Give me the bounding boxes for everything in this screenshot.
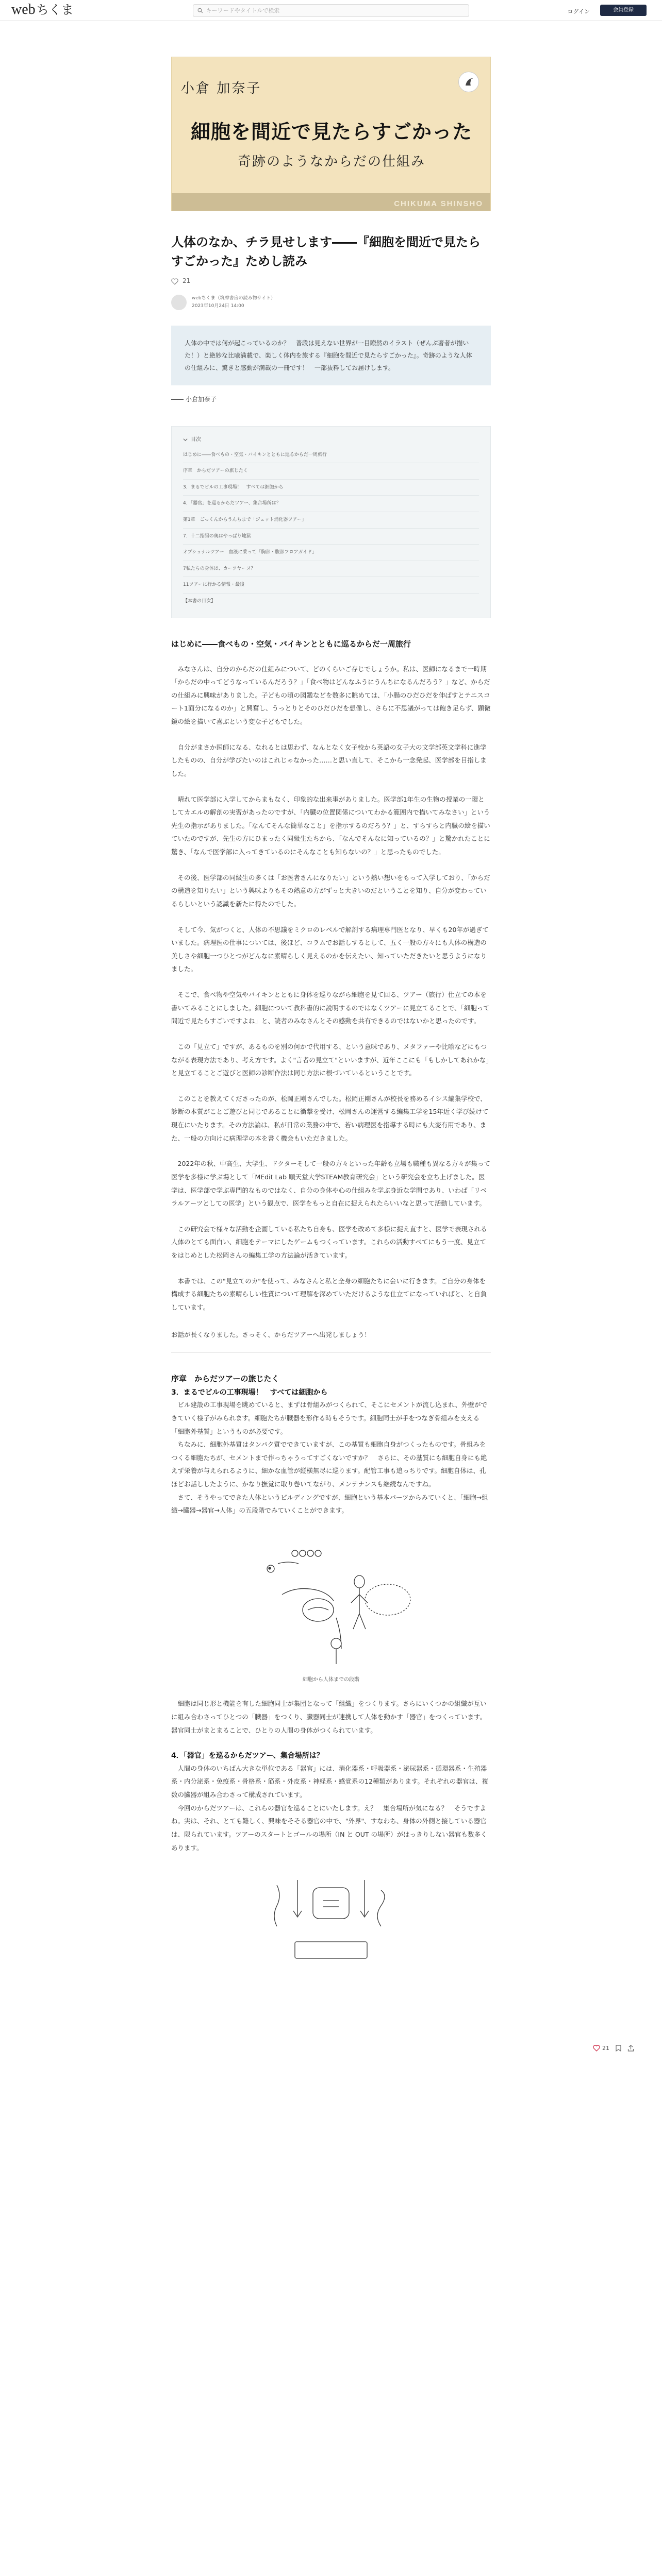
toc-item[interactable]: 【本書の目次】 <box>183 599 216 604</box>
paragraph: 細胞は同じ形と機能を有した細胞同士が集団となって「組織」をつくります。さらにいくつかの組織が互いに組み合わさってひとつの「臓器」をつくり、臓器同士が連携して人体を動かす「器官」をつくっています。器官同士がまとまることで、ひとりの人間の身体がつくられています。 <box>171 1700 487 1734</box>
toc-item[interactable]: 序章 からだツアーの旅じたく <box>183 463 479 480</box>
subheading-organs: 4．「器官」を巡るからだツアー、集合場所は？ <box>171 1752 324 1760</box>
dash-icon: ―― <box>171 395 184 403</box>
banner-title: 細胞を間近で見たらすごかった <box>190 120 472 143</box>
paragraph: この「見立て」ですが、あるものを別の何かで代用する、という意味であり、メタファーや比喩などにもつながる表現方法であり、考え方です。よく"言者の見立て"といいますが、近年ここにも「もしかしてあれかな」と見立てることご遊びと医師の診断作法は同じ方法に根づいているということです。 <box>171 1042 489 1077</box>
paragraph: 2022年の秋、中高生、大学生、ドクターそして一般の方々といった年齢も立場も職種も異なる方々が集って医学を多様に学ぶ場として「MEdit Lab 順天堂大学STEAM教育研究会」という研究会を立ち上げました。医学は、医学部で学ぶ専門的なものではなく、自分の身体や心の仕組みを学ぶ身近な学問であり、いわば「リベラルアーツとしての医学」という観点で、医学をもっと自在に捉えられたらいいなと思って活動しています。 <box>171 1160 490 1208</box>
paragraph: このことを教えてくださったのが、松岡正剛さんでした。松岡正剛さんが校長を務めるイシス編集学校で、診断の本質がことご遊びと同じであることに衝撃を受け、松岡さんの運営する編集工学を15年近く学び続けて現在にいたります。その方法論は、私が日常の業務の中で、若い病理医を指導する時にも大変有用であり、また、一般の方向けに病理学の本を書く機会もいただきました。 <box>171 1094 489 1142</box>
section-heading-prep: 序章 からだツアーの旅じたく <box>171 1374 279 1383</box>
paragraph: そこで、食べ物や空気やバイキンとともに身体を巡りながら細胞を見て回る、ツアー（旅行）仕立ての本を書いてみることにしました。細胞について教科書的に説明するのではなくツアーに見立てることで、「細胞って間近で見たらすごいですよね」と、読者のみなさんとその感動を共有できるのではないかと思ったのです。 <box>171 991 490 1025</box>
table-of-contents <box>171 426 491 618</box>
figure-caption: 細胞から人体までの段階 <box>303 1676 359 1683</box>
like-counter[interactable] <box>171 275 491 287</box>
search-icon <box>197 8 203 13</box>
toc-item[interactable]: はじめに――食べもの・空気・バイキンとともに巡るからだ一周旅行 <box>183 447 479 464</box>
publisher-name[interactable]: webちくま（筑摩書房の読み物サイト） <box>192 296 275 301</box>
article-column <box>171 57 491 1968</box>
logo-web-text: web <box>11 2 36 18</box>
floating-like-count: 21 <box>602 2045 609 2052</box>
bookmark-icon <box>616 2045 621 2052</box>
logo-chikuma-text: ちくま <box>36 3 74 18</box>
toc-item[interactable]: 3．まるでビルの工事現場！ すべては細胞から <box>183 480 479 496</box>
share-icon <box>627 2045 634 2052</box>
paragraph: みなさんは、自分のからだの仕組みについて、どのくらいご存じでしょうか。私は、医師になるまで一時期「からだの中ってどうなっているんだろう？」「食べ物はどんなふうにうんちになるんだろう？」など、からだの仕組みに興味がありました。子どもの頃の図鑑などを数多に眺めては、「小腸のひだひだを伸ばすとテニスコート1面分になるのか」と興奮し、うっとりとそのひだひだを想像し、さらに不思議がっては飽き足らず、顕微鏡の絵を描いて喜ぶという変な子どもでした。 <box>171 665 491 726</box>
paragraph: この研究会で様々な活動を企画している私たち自身も、医学を改めて多様に捉え直すと、医学で表現される人体のとても面白い、細胞をテーマにしたゲームもつくっています。これらの活動すべてにもう一度、見立てをはじめとした松岡さんの編集工学の方法論が活きています。 <box>171 1225 487 1260</box>
share-button[interactable] <box>627 2045 634 2052</box>
paragraph: ちなみに、細胞外基質はタンパク質でできていますが、この基質も細胞自身がつくったものです。骨組みをつくる細胞たちが、セメントまで作っちゃうってすごくないですか？ さらに、その基質にも細胞自身にも絶えず栄養が与えられるように、細かな血管が縦横無尽に巡ります。配管工事も追っちりです。細胞自体は、孔ほどお話ししたように、かなり撫覚に取り巻いてながり、メンテナンスも継続なんですね。 <box>171 1440 487 1488</box>
cell-stages-drawing <box>246 1533 416 1672</box>
login-link[interactable]: ログイン <box>567 8 590 15</box>
banner-band <box>172 193 490 211</box>
site-logo[interactable] <box>11 0 74 24</box>
paragraph: 人間の身体のいちばん大きな単位である「器官」には、消化器系・呼吸器系・泌尿器系・循環器系・生殖器系・内分泌系・免疫系・骨格系・筋系・外皮系・神経系・感覚系の12種類があります。それぞれの器官は、複数の臓器が組み合わさって構成されています。 <box>171 1764 488 1799</box>
banner-band-text: CHIKUMA SHINSHO <box>394 199 483 208</box>
register-button[interactable]: 会員登録 <box>600 5 647 16</box>
organ-inout-illustration <box>171 1870 491 1968</box>
publisher-mark-icon <box>458 72 479 92</box>
banner-subtitle: 奇跡のようなからだの仕組み <box>237 154 425 170</box>
toc-item[interactable]: 4．「器官」を巡るからだツアー、集合場所は？ <box>183 496 479 512</box>
paragraph: 本書では、この"見立てのカ"を使って、みなさんと私と全身の細胞たちに会いに行きます。ご自分の身体を構成する細胞たちの素晴らしい性質について理解を深めていただけるような仕立てになっていればと、と自負しています。 <box>171 1277 487 1311</box>
subheading-building: 3．まるでビルの工事現場！ すべては細胞から <box>171 1388 328 1397</box>
book-cover-banner <box>171 57 491 211</box>
search-input[interactable] <box>206 7 465 14</box>
floating-action-bar <box>593 2043 640 2054</box>
paragraph: 自分がまさか医師になる、なれるとは思わず、なんとなく女子校から英語の女子大の文学部英文学科に進学したものの、自分が学びたいのはこれじゃなかった……と思い直して、そこから一念発起、医学部を目指しました。 <box>171 743 487 777</box>
toc-item[interactable]: 7．十二指腸の奥はやっぱり地獄 <box>183 529 479 545</box>
toc-item[interactable]: 7私たちの身体は、カーツヤーヌ？ <box>183 561 479 578</box>
paragraph: さて、そうやってできた人体というビルディングですが、細胞という基本パーツからみていくと、「細胞→組織→臓器→器官→人体」の五段階でみていくことができます。 <box>171 1493 488 1515</box>
floating-like-button[interactable] <box>593 2043 609 2054</box>
article-title: 人体のなか、チラ見せします――『細胞を間近で見たらすごかった』ためし読み <box>171 235 481 269</box>
paragraph: そして今、気がつくと、人体の不思議をミクロのレベルで解剖する病理専門医となり、早くも20年が過ぎていました。病理医の仕事については、後ほど、コラムでお話しするとして、五く一般の方々にも人体の構造の美しさや細胞一つひとつがどんなに素晴らしく見えるのかを伝えたい、知っていただきたいと思うようになりました。 <box>171 925 489 973</box>
toc-item[interactable]: オプショナルツアー 血液に乗って「胸部・腹部フロアガイド」 <box>183 545 479 561</box>
lead-box: 人体の中では何が起こっているのか？ 普段は見えない世界が一目瞭然のイラスト（ぜんぶ著者が描いた！）と絶妙な比喩満載で、楽しく体内を旅する『細胞を間近で見たらすごかった』。奇跡のような人体の仕組みに、驚きと感動が満載の一冊です！ 一部抜粋してお届けします。 <box>171 326 491 385</box>
closing-line: お話が長くなりました。さっそく、からだツアーへ出発しましょう！ <box>171 1329 491 1353</box>
paragraph: 晴れて医学部に入学してからまもなく、印象的な出来事がありました。医学部1年生の生物の授業の一環としてカエルの解剖の実習があったのですが、「内臓の位置関係についてわかる範囲内で描いてみなさい」という先生の指示がありました。「なんてそんな簡単なこと」を指示するのだろう？」と、すらすらと内臓の絵を描いていたのですが、先生の方にひまったく同級生たちから、「なんでそんなに知っているの？」と驚かれたことに驚き、「なんで医学部に入ってきているのにそんなことも知らないの？」と思ったものでした。 <box>171 795 490 856</box>
avatar[interactable] <box>171 295 187 310</box>
byline <box>171 394 491 405</box>
paragraph: 今回のからだツアーは、これらの器官を巡ることにいたします。え？ 集合場所が気になる？ そうですよね。実は、それ、とても難しく、興味をそそる器官の中で、"外界"、すなわち、身体の外側と接している器官は、限られています。ツアーのスタートとゴールの場所（IN と OUT の場所）がはっきりしない器官も数多くあります。 <box>171 1804 487 1852</box>
heart-icon <box>593 2045 600 2052</box>
bookmark-button[interactable] <box>616 2045 621 2052</box>
top-header <box>0 0 662 21</box>
banner-author: 小倉 加奈子 <box>181 81 262 96</box>
publish-date: 2023年10月24日 14:00 <box>192 303 244 309</box>
article-meta <box>171 295 491 310</box>
section-heading-intro: はじめに――食べもの・空気・バイキンとともに巡るからだ一周旅行 <box>171 639 411 649</box>
search-box[interactable] <box>193 4 469 17</box>
heart-icon[interactable] <box>171 278 178 285</box>
byline-author[interactable]: 小倉加奈子 <box>186 395 217 403</box>
toc-item[interactable]: 第1章 ごっくんからうんちまで「ジェット消化器ツアー」 <box>183 512 479 529</box>
organ-inout-drawing <box>246 1870 416 1968</box>
toc-heading[interactable]: 目次 <box>183 435 479 445</box>
like-count: 21 <box>183 277 191 285</box>
chevron-down-icon <box>183 437 188 442</box>
toc-item[interactable]: 11ツアーに行かる情報・最後 <box>183 577 479 594</box>
paragraph: その後、医学部の同級生の多くは「お医者さんになりたい」という熱い想いをもって入学しており、「からだの構造を知りたい」という興味よりもその熱意の方がずっと大きいのだということを知り、自分が変わっているらしいという認識を新たに得たのでした。 <box>171 873 490 908</box>
cell-to-body-illustration <box>171 1533 491 1685</box>
paragraph: ビル建設の工事現場を眺めていると、まずは骨組みがつくられて、そこにセメントが流し込まれ、外壁ができていく様子がみられます。細胞たちが臓器を形作る時もそうです。細胞同士が手をつなぎ骨組みを支える「細胞外基質」というものが必要です。 <box>171 1401 488 1435</box>
